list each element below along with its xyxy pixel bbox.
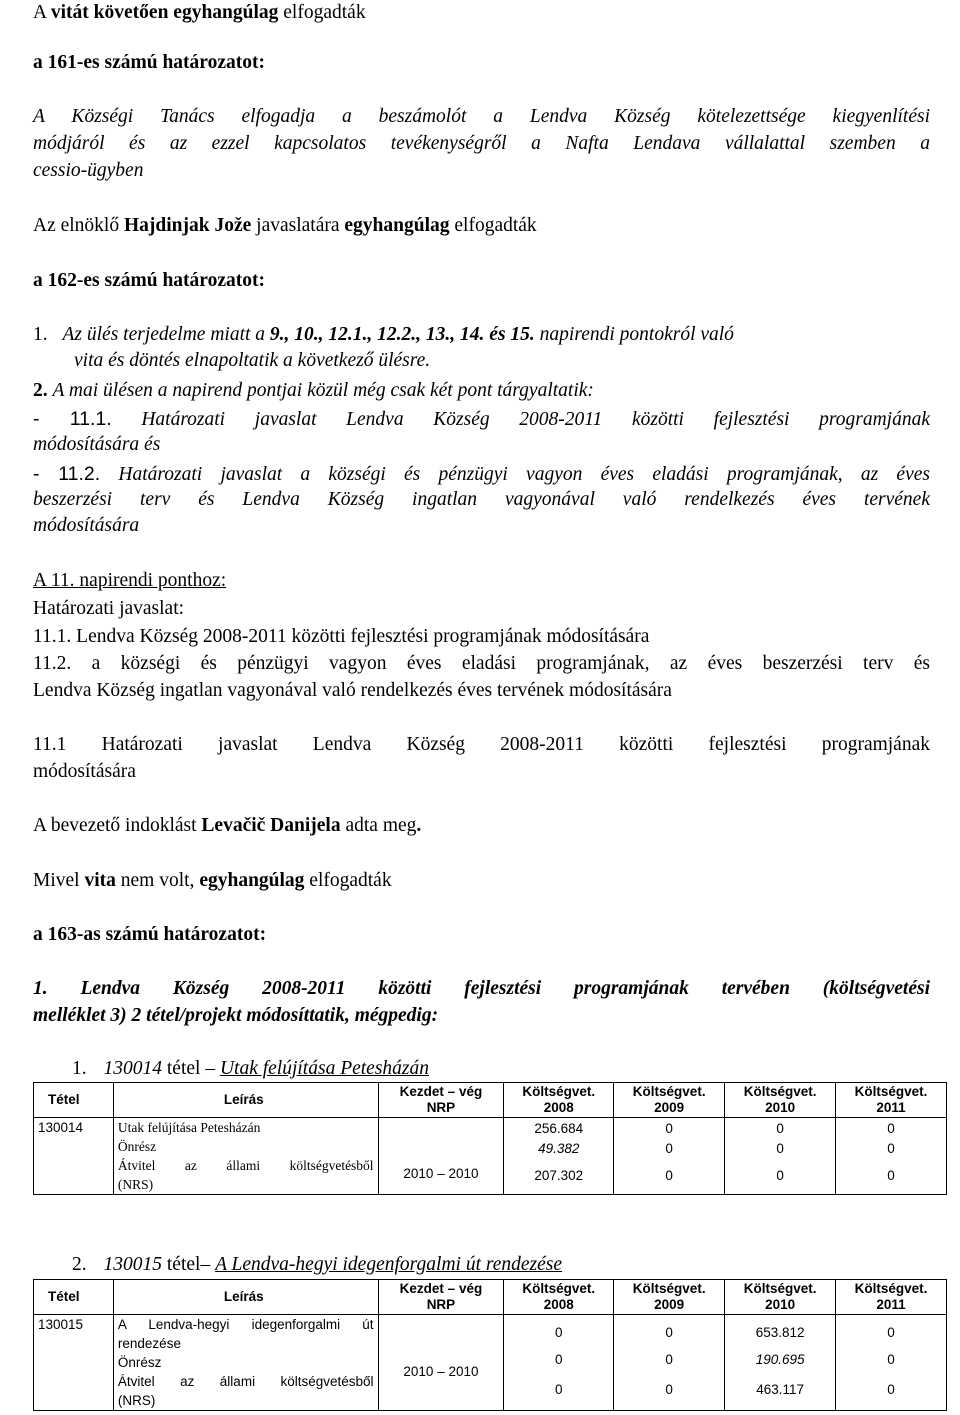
project-code: 130015 [103,1254,162,1275]
text: 2009 [654,1100,685,1115]
text: 2011 [876,1100,906,1115]
text: Határozati javaslat a községi és pénzügyi vagyon éves eladási programjának, az éves [118,464,930,485]
text: Költségvet. [522,1084,596,1099]
resolution-163-line-1: 1. Lendva Község 2008-2011 közötti fejlesztési programjának tervében (költségvetési [33,978,930,999]
header-2011 [836,1280,947,1315]
resolution-162-item-1-cont: vita és döntés elnapoltatik a következő ülésre. [74,350,431,371]
text: A [33,2,51,23]
text: Átvitel az állami költségvetésből [117,1158,374,1173]
text: 2008 [543,1100,574,1115]
text: Önrész [117,1355,162,1370]
header-kezdet-veg [378,1280,504,1315]
value: 0 [665,1324,673,1340]
agenda-point-11-heading [33,568,930,594]
text: Költségvet. [632,1281,706,1296]
text: Határozati javaslat Lendva Község 2008-2011 közötti fejlesztési programjának [141,409,930,430]
proposal-11-2-line-2: Lendva Község ingatlan vagyonával való rendelkezés éves tervének módosítására [33,680,672,701]
resolution-162-heading: a 162-es számú határozatot: [33,270,265,291]
resolution-163-line-2: melléklet 3) 2 tétel/projekt módosíttatik, mégpedig: [33,1005,439,1026]
item-number: - 11.1. [33,408,112,430]
value: 0 [555,1324,563,1340]
value: 0 [887,1381,895,1397]
value: 0 [776,1121,784,1136]
item-number: - 11.2. [33,463,101,485]
value: 0 [887,1324,895,1340]
value: 256.684 [534,1121,584,1136]
header-leiras: Leírás [113,1083,378,1118]
proposal-11-1-line-1: 11.1 Határozati javaslat Lendva Község 2008-2011 közötti fejlesztési programjának [33,734,930,755]
header-2010 [725,1280,836,1315]
table-header-row [34,1083,947,1118]
resolution-162-sub-11-2 [33,461,930,488]
text: Költségvet. [743,1281,817,1296]
text: Önrész [117,1139,157,1154]
text: A 11. napirendi ponthoz: [33,570,227,591]
value: 0 [665,1381,673,1397]
resolution-162-sub-11-2-line-3: módosítására [33,515,140,536]
value: 0 [665,1168,673,1183]
table-row [34,1315,947,1411]
value: 0 [555,1351,563,1367]
project-period: 2010 – 2010 [378,1315,504,1411]
text: 2011 [876,1297,906,1312]
project-title: A Lendva-hegyi idegenforgalmi út rendezése [215,1254,563,1275]
text: Átvitel az állami költségvetésből [117,1374,374,1389]
header-2010 [725,1083,836,1118]
introduction-note [33,813,930,839]
project-130015-title [72,1253,562,1277]
resolution-161-line-1: A Községi Tanács elfogadja a beszámolót a Lendva Község kötelezettsége kiegyenlítési [33,106,930,127]
resolution-161-line-2: módjáról és az ezzel kapcsolatos tevékenységről a Nafta Lendava vállalattal szemben a [33,133,930,154]
text: napirendi pontokról való [534,324,734,345]
header-2008 [504,1280,614,1315]
text: Az elnöklő [33,215,124,236]
proposal-11-1-line-2: módosítására [33,761,136,782]
table-row [34,1118,947,1195]
text: Mivel [33,870,85,891]
text: Kezdet – vég [399,1084,483,1099]
text-bold: egyhangúlag [344,215,450,236]
text: 2010 [765,1297,796,1312]
value: 49.382 [538,1141,580,1156]
proposal-11-2-line-1: 11.2. a községi és pénzügyi vagyon éves eladási programjának, az éves beszerzési terv és [33,653,930,674]
text: . [416,815,422,836]
project-title: Utak felújítása Petesházán [219,1058,430,1079]
cell-2011 [836,1118,947,1195]
paragraph-vote-result-1 [33,0,930,26]
project-period: 2010 – 2010 [378,1118,504,1195]
text: 2009 [654,1297,685,1312]
proposal-heading: Határozati javaslat: [33,598,185,619]
text: Utak felújítása Petesházán [117,1120,261,1135]
text: 2010 [765,1100,796,1115]
header-2009 [614,1083,725,1118]
text: (NRS) [117,1177,154,1192]
header-tetel: Tétel [34,1280,114,1315]
project-code: 130014 [34,1118,114,1195]
project-code: 130015 [34,1315,114,1411]
project-description [113,1315,378,1411]
resolution-162-item-2 [33,378,930,404]
project-130014-title [72,1057,429,1081]
text: Az ülés terjedelme miatt a [62,324,270,345]
resolution-161-line-3: cessio-ügyben [33,160,144,181]
value: 0 [665,1121,673,1136]
resolution-162-sub-11-1-cont: módosítására és [33,434,161,455]
value: 0 [665,1351,673,1367]
text: A Lendva-hegyi idegenforgalmi út [117,1317,374,1332]
header-tetel: Tétel [34,1083,114,1118]
resolution-163-heading: a 163-as számú határozatot: [33,924,267,945]
header-2011 [836,1083,947,1118]
cell-2009 [614,1118,725,1195]
resolution-162-item-1 [33,322,930,348]
value: 0 [887,1168,895,1183]
value: 190.695 [755,1351,805,1367]
cell-2009 [614,1315,725,1411]
paragraph-vote-result-3 [33,868,930,894]
text-bold: vita [84,870,116,891]
text: tétel– [162,1254,216,1275]
cell-2010 [725,1315,836,1411]
header-2009 [614,1280,725,1315]
text: Költségvet. [522,1281,596,1296]
value: 207.302 [534,1168,584,1183]
header-2008 [504,1083,614,1118]
text: tétel – [162,1058,220,1079]
text: NRP [426,1100,456,1115]
text: javaslatára [251,215,345,236]
text: NRP [426,1297,456,1312]
text: (NRS) [117,1393,156,1408]
value: 0 [776,1168,784,1183]
text: rendezése [117,1336,181,1351]
resolution-162-sub-11-1 [33,406,930,433]
item-number: 1. [72,1058,87,1079]
text: adta meg [340,815,417,836]
agenda-points: 9., 10., 12.1., 12.2., 13., 14. és 15. [269,324,535,345]
value: 0 [887,1141,895,1156]
budget-table-130014 [33,1082,947,1195]
chair-name: Hajdinjak Jože [123,215,252,236]
table-header-row [34,1280,947,1315]
text: A bevezető indoklást [33,815,202,836]
project-description [113,1118,378,1195]
project-code: 130014 [103,1058,162,1079]
text: elfogadták [304,870,392,891]
budget-table-130015 [33,1279,947,1411]
cell-2011 [836,1315,947,1411]
value: 463.117 [756,1381,804,1397]
cell-2008 [504,1118,614,1195]
cell-2010 [725,1118,836,1195]
header-leiras: Leírás [113,1280,378,1315]
value: 0 [887,1351,895,1367]
text: Költségvet. [854,1084,928,1099]
resolution-161-heading: a 161-es számú határozatot: [33,52,265,73]
text: elfogadták [449,215,537,236]
text: Költségvet. [854,1281,928,1296]
item-number: 2. [72,1254,87,1275]
text: Költségvet. [632,1084,706,1099]
item-number: 2. [33,380,48,401]
proposal-11-1: 11.1. Lendva Község 2008-2011 közötti fejlesztési programjának módosítására [33,626,650,647]
value: 0 [887,1121,895,1136]
value: 0 [776,1141,784,1156]
text: A mai ülésen a napirend pontjai közül még csak két pont tárgyaltatik: [52,380,594,401]
text-bold: vitát követően egyhangúlag [50,2,279,23]
value: 653.812 [755,1324,805,1340]
text-bold: egyhangúlag [199,870,305,891]
resolution-162-sub-11-2-line-2: beszerzési terv és Lendva Község ingatlan vagyonával való rendelkezés éves tervének [33,489,930,510]
presenter-name: Levačič Danijela [201,815,341,836]
text: nem volt, [115,870,200,891]
text: Kezdet – vég [399,1281,483,1296]
value: 0 [555,1381,563,1397]
text: 2008 [543,1297,574,1312]
text: Költségvet. [743,1084,817,1099]
header-kezdet-veg [378,1083,504,1118]
text: elfogadták [278,2,366,23]
value: 0 [665,1141,673,1156]
paragraph-vote-result-2 [33,213,930,239]
item-number: 1. [33,324,48,345]
cell-2008 [504,1315,614,1411]
